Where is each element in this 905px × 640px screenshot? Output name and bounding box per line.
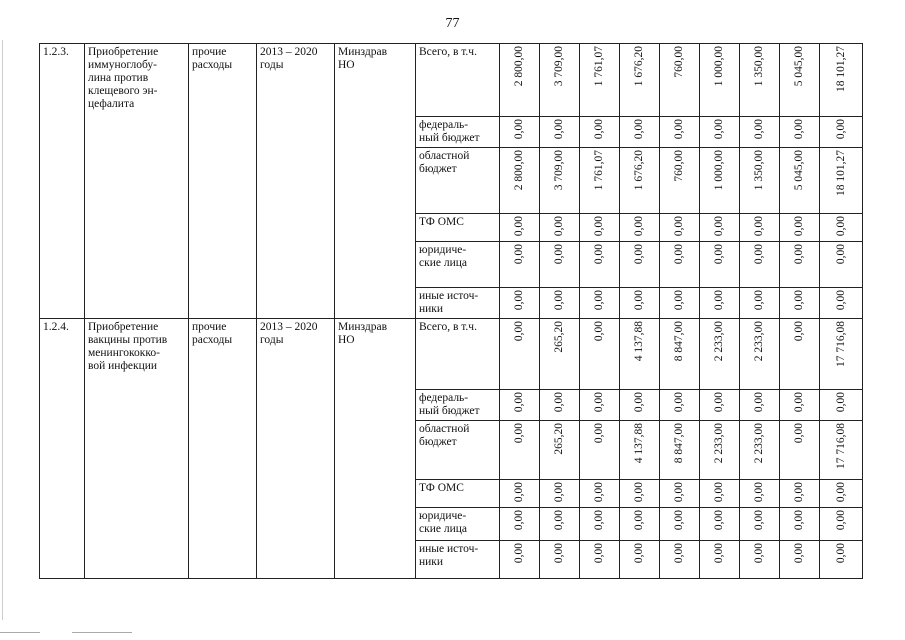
amount-cell xyxy=(660,242,700,288)
funding-source: Всего, в т.ч. xyxy=(416,319,500,390)
amount-value: 0,00 xyxy=(593,119,605,140)
amount-value: 760,00 xyxy=(673,150,685,182)
amount-cell xyxy=(620,44,660,117)
amount-value: 0,00 xyxy=(793,392,805,413)
amount-cell xyxy=(660,390,700,421)
amount-value: 0,00 xyxy=(713,244,725,265)
amount-value: 0,00 xyxy=(513,321,525,342)
amount-cell xyxy=(540,319,580,390)
amount-value: 17 716,08 xyxy=(834,321,847,367)
footer-rule xyxy=(72,632,132,633)
amount-cell xyxy=(540,541,580,579)
amount-cell xyxy=(780,480,820,508)
amount-value: 0,00 xyxy=(553,119,565,140)
amount-cell xyxy=(500,148,540,214)
amount-value: 0,00 xyxy=(593,321,605,342)
amount-value: 0,00 xyxy=(593,216,605,237)
amount-cell xyxy=(700,44,740,117)
amount-value: 0,00 xyxy=(593,290,605,311)
funding-source: юридиче- ские лица xyxy=(416,242,500,288)
amount-cell xyxy=(620,242,660,288)
amount-cell xyxy=(660,44,700,117)
amount-cell xyxy=(780,214,820,242)
amount-value: 3 709,00 xyxy=(553,46,565,87)
amount-cell xyxy=(660,148,700,214)
amount-cell xyxy=(660,508,700,541)
amount-value: 1 350,00 xyxy=(753,150,765,191)
amount-cell xyxy=(820,242,863,288)
amount-cell xyxy=(820,541,863,579)
amount-cell xyxy=(820,214,863,242)
amount-cell xyxy=(500,242,540,288)
amount-value: 0,00 xyxy=(673,482,685,503)
amount-value: 5 045,00 xyxy=(793,46,805,87)
amount-value: 0,00 xyxy=(633,543,645,564)
amount-value: 0,00 xyxy=(713,510,725,531)
amount-cell xyxy=(620,288,660,319)
funding-source: иные источ- ники xyxy=(416,541,500,579)
amount-value: 0,00 xyxy=(713,119,725,140)
amount-cell xyxy=(820,288,863,319)
amount-cell xyxy=(700,390,740,421)
amount-cell xyxy=(540,44,580,117)
amount-value: 0,00 xyxy=(753,290,765,311)
amount-value: 0,00 xyxy=(593,482,605,503)
amount-value: 0,00 xyxy=(753,216,765,237)
amount-cell xyxy=(740,541,780,579)
amount-value: 0,00 xyxy=(513,423,525,444)
funding-source: областной бюджет xyxy=(416,421,500,480)
amount-value: 0,00 xyxy=(713,392,725,413)
amount-value: 0,00 xyxy=(633,290,645,311)
amount-cell xyxy=(540,508,580,541)
amount-value: 0,00 xyxy=(513,244,525,265)
amount-value: 0,00 xyxy=(673,244,685,265)
amount-cell xyxy=(540,117,580,148)
amount-value: 8 847,00 xyxy=(673,321,685,362)
expense-type: прочие расходы xyxy=(189,44,257,319)
amount-value: 0,00 xyxy=(593,423,605,444)
amount-value: 0,00 xyxy=(553,510,565,531)
amount-value: 1 761,07 xyxy=(593,46,605,87)
amount-value: 2 233,00 xyxy=(753,321,765,362)
amount-value: 18 101,27 xyxy=(834,150,847,196)
amount-value: 0,00 xyxy=(513,482,525,503)
amount-cell xyxy=(740,508,780,541)
amount-cell xyxy=(740,421,780,480)
amount-value: 1 761,07 xyxy=(593,150,605,191)
amount-value: 2 233,00 xyxy=(713,423,725,464)
amount-cell xyxy=(500,508,540,541)
amount-value: 1 676,20 xyxy=(633,150,645,191)
table-row xyxy=(40,319,863,390)
amount-value: 1 000,00 xyxy=(713,150,725,191)
amount-cell xyxy=(780,319,820,390)
amount-value: 0,00 xyxy=(793,321,805,342)
amount-value: 265,20 xyxy=(553,423,565,455)
amount-cell xyxy=(740,319,780,390)
amount-value: 1 676,20 xyxy=(633,46,645,87)
amount-cell xyxy=(740,390,780,421)
amount-value: 0,00 xyxy=(673,392,685,413)
amount-cell xyxy=(700,508,740,541)
amount-value: 0,00 xyxy=(793,290,805,311)
amount-value: 0,00 xyxy=(553,482,565,503)
amount-value: 0,00 xyxy=(713,543,725,564)
amount-cell xyxy=(780,541,820,579)
amount-value: 3 709,00 xyxy=(553,150,565,191)
amount-cell xyxy=(620,480,660,508)
amount-cell xyxy=(500,319,540,390)
amount-value: 0,00 xyxy=(553,543,565,564)
amount-cell xyxy=(580,242,620,288)
amount-cell xyxy=(740,480,780,508)
amount-value: 1 000,00 xyxy=(713,46,725,87)
amount-cell xyxy=(580,319,620,390)
amount-value: 0,00 xyxy=(513,216,525,237)
funding-source: иные источ- ники xyxy=(416,288,500,319)
amount-value: 0,00 xyxy=(834,392,847,413)
amount-value: 0,00 xyxy=(753,510,765,531)
amount-value: 18 101,27 xyxy=(834,46,847,92)
amount-value: 0,00 xyxy=(633,244,645,265)
amount-cell xyxy=(660,319,700,390)
amount-cell xyxy=(620,541,660,579)
amount-cell xyxy=(620,390,660,421)
amount-cell xyxy=(580,541,620,579)
amount-cell xyxy=(820,508,863,541)
amount-cell xyxy=(700,541,740,579)
amount-value: 5 045,00 xyxy=(793,150,805,191)
amount-value: 0,00 xyxy=(633,482,645,503)
amount-value: 0,00 xyxy=(793,119,805,140)
amount-cell xyxy=(620,214,660,242)
funding-source: федераль- ный бюджет xyxy=(416,117,500,148)
amount-value: 0,00 xyxy=(633,216,645,237)
amount-cell xyxy=(580,508,620,541)
amount-value: 0,00 xyxy=(753,244,765,265)
amount-value: 0,00 xyxy=(713,290,725,311)
amount-value: 0,00 xyxy=(834,510,847,531)
amount-value: 0,00 xyxy=(553,244,565,265)
item-code: 1.2.3. xyxy=(40,44,85,319)
amount-cell xyxy=(780,390,820,421)
page-number: 77 xyxy=(445,16,460,31)
amount-cell xyxy=(700,319,740,390)
amount-cell xyxy=(780,421,820,480)
item-name: Приобретение вакцины против менингококко- вой инфекции xyxy=(85,319,189,579)
amount-cell xyxy=(780,44,820,117)
amount-cell xyxy=(500,541,540,579)
amount-value: 0,00 xyxy=(673,510,685,531)
footer-rule xyxy=(0,632,40,633)
amount-cell xyxy=(660,288,700,319)
amount-cell xyxy=(660,421,700,480)
amount-cell xyxy=(500,117,540,148)
amount-cell xyxy=(700,242,740,288)
amount-value: 0,00 xyxy=(633,392,645,413)
item-name: Приобретение иммуноглобу- лина против клещевого эн- цефалита xyxy=(85,44,189,319)
amount-value: 0,00 xyxy=(593,392,605,413)
amount-cell xyxy=(540,288,580,319)
amount-value: 0,00 xyxy=(553,216,565,237)
amount-cell xyxy=(540,480,580,508)
amount-cell xyxy=(580,44,620,117)
amount-cell xyxy=(620,421,660,480)
amount-value: 0,00 xyxy=(834,482,847,503)
amount-cell xyxy=(620,319,660,390)
amount-value: 1 350,00 xyxy=(753,46,765,87)
amount-value: 0,00 xyxy=(793,244,805,265)
amount-value: 0,00 xyxy=(753,392,765,413)
amount-cell xyxy=(540,421,580,480)
amount-cell xyxy=(500,421,540,480)
amount-cell xyxy=(700,421,740,480)
amount-cell xyxy=(780,148,820,214)
amount-cell xyxy=(700,214,740,242)
funding-source: ТФ ОМС xyxy=(416,214,500,242)
item-code: 1.2.4. xyxy=(40,319,85,579)
amount-cell xyxy=(500,44,540,117)
amount-cell xyxy=(580,390,620,421)
amount-cell xyxy=(660,480,700,508)
amount-value: 2 233,00 xyxy=(713,321,725,362)
amount-cell xyxy=(620,117,660,148)
amount-value: 0,00 xyxy=(793,423,805,444)
amount-cell xyxy=(820,117,863,148)
amount-value: 0,00 xyxy=(673,216,685,237)
amount-cell xyxy=(580,480,620,508)
amount-cell xyxy=(740,214,780,242)
funding-source: Всего, в т.ч. xyxy=(416,44,500,117)
amount-cell xyxy=(540,148,580,214)
funding-source: юридиче- ские лица xyxy=(416,508,500,541)
amount-value: 0,00 xyxy=(793,543,805,564)
amount-cell xyxy=(820,390,863,421)
amount-value: 0,00 xyxy=(834,244,847,265)
amount-value: 0,00 xyxy=(513,510,525,531)
amount-value: 0,00 xyxy=(793,482,805,503)
amount-value: 0,00 xyxy=(753,119,765,140)
amount-value: 0,00 xyxy=(793,216,805,237)
amount-cell xyxy=(500,288,540,319)
amount-cell xyxy=(820,319,863,390)
amount-cell xyxy=(820,421,863,480)
amount-value: 0,00 xyxy=(834,216,847,237)
amount-value: 0,00 xyxy=(553,290,565,311)
amount-cell xyxy=(700,117,740,148)
amount-cell xyxy=(780,242,820,288)
amount-cell xyxy=(740,288,780,319)
amount-cell xyxy=(580,214,620,242)
amount-cell xyxy=(660,541,700,579)
amount-value: 0,00 xyxy=(834,119,847,140)
amount-value: 0,00 xyxy=(513,392,525,413)
amount-value: 0,00 xyxy=(753,482,765,503)
amount-value: 4 137,88 xyxy=(633,423,645,464)
amount-cell xyxy=(740,117,780,148)
amount-value: 0,00 xyxy=(513,290,525,311)
amount-cell xyxy=(540,242,580,288)
amount-cell xyxy=(780,117,820,148)
amount-cell xyxy=(820,148,863,214)
amount-value: 760,00 xyxy=(673,46,685,78)
amount-value: 2 800,00 xyxy=(513,46,525,87)
amount-value: 2 800,00 xyxy=(513,150,525,191)
amount-value: 17 716,08 xyxy=(834,423,847,469)
amount-value: 0,00 xyxy=(553,392,565,413)
amount-value: 0,00 xyxy=(834,290,847,311)
amount-value: 0,00 xyxy=(753,543,765,564)
amount-value: 0,00 xyxy=(793,510,805,531)
amount-cell xyxy=(620,508,660,541)
amount-cell xyxy=(700,148,740,214)
funding-source: федераль- ный бюджет xyxy=(416,390,500,421)
period: 2013 – 2020 годы xyxy=(257,319,335,579)
expense-type: прочие расходы xyxy=(189,319,257,579)
amount-value: 0,00 xyxy=(673,119,685,140)
amount-cell xyxy=(740,242,780,288)
amount-cell xyxy=(580,288,620,319)
amount-value: 0,00 xyxy=(633,510,645,531)
amount-cell xyxy=(660,214,700,242)
amount-cell xyxy=(780,508,820,541)
amount-cell xyxy=(500,390,540,421)
amount-cell xyxy=(580,421,620,480)
amount-value: 0,00 xyxy=(593,510,605,531)
amount-value: 0,00 xyxy=(673,290,685,311)
amount-value: 265,20 xyxy=(553,321,565,353)
amount-value: 0,00 xyxy=(673,543,685,564)
amount-cell xyxy=(540,390,580,421)
amount-value: 4 137,88 xyxy=(633,321,645,362)
table-row xyxy=(40,44,863,117)
amount-cell xyxy=(660,117,700,148)
amount-cell xyxy=(500,480,540,508)
amount-value: 0,00 xyxy=(513,543,525,564)
budget-table xyxy=(39,43,863,579)
amount-cell xyxy=(580,148,620,214)
amount-cell xyxy=(500,214,540,242)
amount-cell xyxy=(780,288,820,319)
amount-cell xyxy=(540,214,580,242)
amount-value: 0,00 xyxy=(713,482,725,503)
amount-value: 0,00 xyxy=(593,244,605,265)
amount-cell xyxy=(580,117,620,148)
amount-value: 0,00 xyxy=(633,119,645,140)
amount-value: 8 847,00 xyxy=(673,423,685,464)
period: 2013 – 2020 годы xyxy=(257,44,335,319)
amount-cell xyxy=(620,148,660,214)
amount-cell xyxy=(700,288,740,319)
amount-cell xyxy=(820,44,863,117)
funding-source: областной бюджет xyxy=(416,148,500,214)
amount-value: 0,00 xyxy=(593,543,605,564)
amount-cell xyxy=(740,44,780,117)
left-margin-rule xyxy=(2,40,3,620)
amount-value: 0,00 xyxy=(513,119,525,140)
amount-value: 2 233,00 xyxy=(753,423,765,464)
funding-source: ТФ ОМС xyxy=(416,480,500,508)
amount-value: 0,00 xyxy=(834,543,847,564)
amount-cell xyxy=(740,148,780,214)
executor: Минздрав НО xyxy=(335,319,416,579)
amount-cell xyxy=(700,480,740,508)
executor: Минздрав НО xyxy=(335,44,416,319)
amount-value: 0,00 xyxy=(713,216,725,237)
amount-cell xyxy=(820,480,863,508)
